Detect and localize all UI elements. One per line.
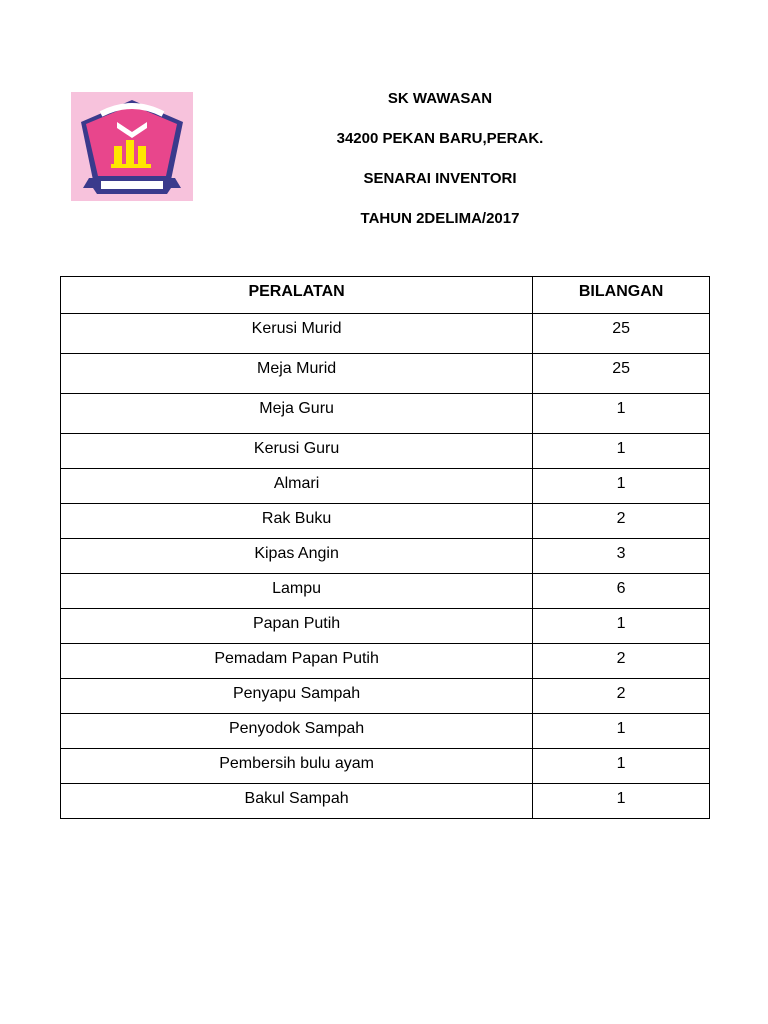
table-row: [61, 644, 710, 679]
item-quantity: 2: [533, 504, 710, 539]
item-name: Kerusi Guru: [61, 434, 533, 469]
item-quantity: 6: [533, 574, 710, 609]
table-row: [61, 784, 710, 819]
item-name: Papan Putih: [61, 609, 533, 644]
table-row: [61, 714, 710, 749]
item-name: Pembersih bulu ayam: [61, 749, 533, 784]
table-row: [61, 314, 710, 354]
table-row: [61, 394, 710, 434]
table-row: [61, 434, 710, 469]
inventory-table: [60, 276, 710, 819]
school-name: SK WAWASAN: [387, 90, 493, 107]
item-name: Meja Murid: [61, 354, 533, 394]
document-header: [230, 90, 650, 250]
document-title: SENARAI INVENTORI: [363, 170, 517, 187]
item-quantity: 1: [533, 749, 710, 784]
item-quantity: 2: [533, 679, 710, 714]
item-name: Rak Buku: [61, 504, 533, 539]
item-quantity: 25: [533, 354, 710, 394]
item-name: Kipas Angin: [61, 539, 533, 574]
item-quantity: 3: [533, 539, 710, 574]
item-quantity: 1: [533, 394, 710, 434]
item-quantity: 1: [533, 714, 710, 749]
column-header-peralatan: PERALATAN: [61, 277, 533, 314]
item-name: Meja Guru: [61, 394, 533, 434]
table-row: [61, 504, 710, 539]
item-name: Penyapu Sampah: [61, 679, 533, 714]
school-crest-icon: [71, 92, 193, 201]
table-row: [61, 609, 710, 644]
table-row: [61, 539, 710, 574]
item-quantity: 1: [533, 609, 710, 644]
table-row: [61, 574, 710, 609]
document-year: TAHUN 2DELIMA/2017: [360, 210, 520, 227]
school-logo: [71, 92, 193, 201]
item-quantity: 1: [533, 469, 710, 504]
item-quantity: 2: [533, 644, 710, 679]
item-name: Pemadam Papan Putih: [61, 644, 533, 679]
table-row: [61, 354, 710, 394]
table-row: [61, 469, 710, 504]
item-name: Lampu: [61, 574, 533, 609]
school-address: 34200 PEKAN BARU,PERAK.: [336, 130, 544, 147]
item-name: Bakul Sampah: [61, 784, 533, 819]
item-name: Penyodok Sampah: [61, 714, 533, 749]
table-header-row: [61, 277, 710, 314]
item-quantity: 1: [533, 784, 710, 819]
item-name: Kerusi Murid: [61, 314, 533, 354]
column-header-bilangan: BILANGAN: [533, 277, 710, 314]
item-quantity: 25: [533, 314, 710, 354]
item-quantity: 1: [533, 434, 710, 469]
table-row: [61, 749, 710, 784]
item-name: Almari: [61, 469, 533, 504]
table-row: [61, 679, 710, 714]
